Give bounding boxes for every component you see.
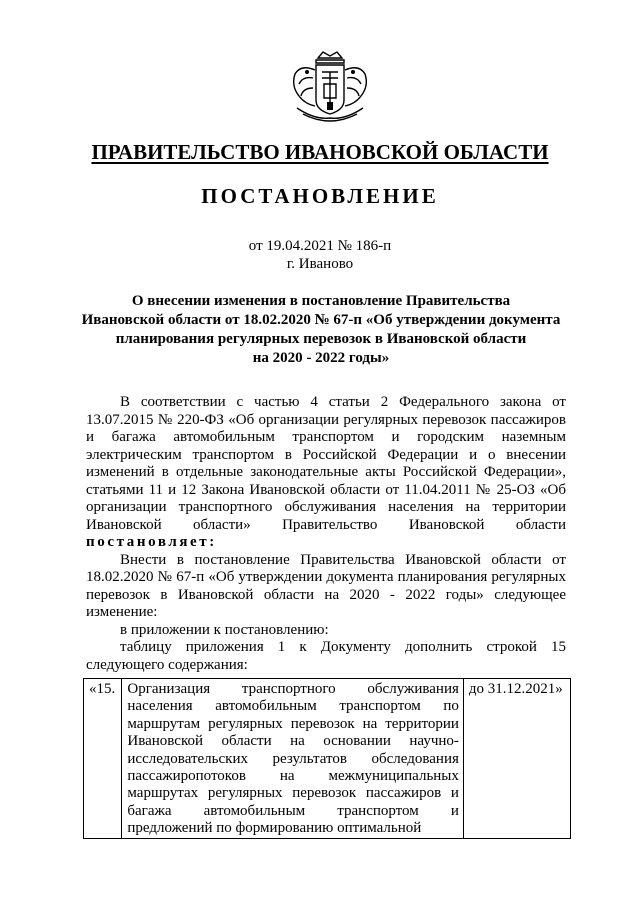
document-subject — [78, 292, 564, 368]
subject-line: Ивановской области от 18.02.2020 № 67-п «Об утверждении документа — [81, 312, 561, 328]
subject-line: на 2020 - 2022 годы» — [252, 350, 390, 366]
document-body — [86, 394, 566, 674]
date-number: от 19.04.2021 № 186-п — [248, 238, 392, 254]
city: г. Иваново — [286, 256, 354, 272]
subject-line: планирования регулярных перевозок в Ивановской области — [115, 331, 527, 347]
subject-line: О внесении изменения в постановление Правительства — [131, 293, 511, 309]
document-type: ПОСТАНОВЛЕНИЕ — [201, 184, 439, 208]
preamble-paragraph: В соответствии с частью 4 статьи 2 Федерального закона от 13.07.2015 № 220-ФЗ «Об организации регулярных перевозок пассажиров и багажа автомобильным транспортом и городским наземным электрическим транспортом в Российской Федерации и о внесении изменений в отдельные законодательные акты Российской Федерации», статьями 11 и 12 Закона Ивановской области от 11.04.2011 № 25-ОЗ «Об организации транспортного обслуживания населения на территории Ивановской области» Правительство Ивановской области — [86, 394, 566, 533]
row-number: «15. — [84, 679, 122, 839]
organization-title: ПРАВИТЕЛЬСТВО ИВАНОВСКОЙ ОБЛАСТИ — [91, 140, 549, 164]
table-row — [84, 679, 571, 839]
coat-of-arms-icon — [285, 50, 375, 128]
table-paragraph: таблицу приложения 1 к Документу дополнить строкой 15 следующего содержания: — [86, 639, 566, 673]
annex-paragraph: в приложении к постановлению: — [120, 621, 329, 638]
amendment-paragraph: Внести в постановление Правительства Ивановской области от 18.02.2020 № 67-п «Об утверждении документа планирования регулярных перевозок в Ивановской области на 2020 - 2022 годы» следующее изменение: — [86, 551, 566, 620]
decree-word: постановляет: — [86, 534, 217, 550]
row-deadline: до 31.12.2021» — [463, 679, 570, 839]
amendment-table — [83, 678, 571, 839]
row-description: Организация транспортного обслуживания населения автомобильным транспортом по маршрутам регулярных перевозок на территории Ивановской области на основании научно-исследовательских результатов обследования пассажиропотоков на межмуниципальных маршрутах регулярных перевозок пассажиров и багажа автомобильным транспортом и предложений по формированию оптимальной — [122, 679, 464, 839]
